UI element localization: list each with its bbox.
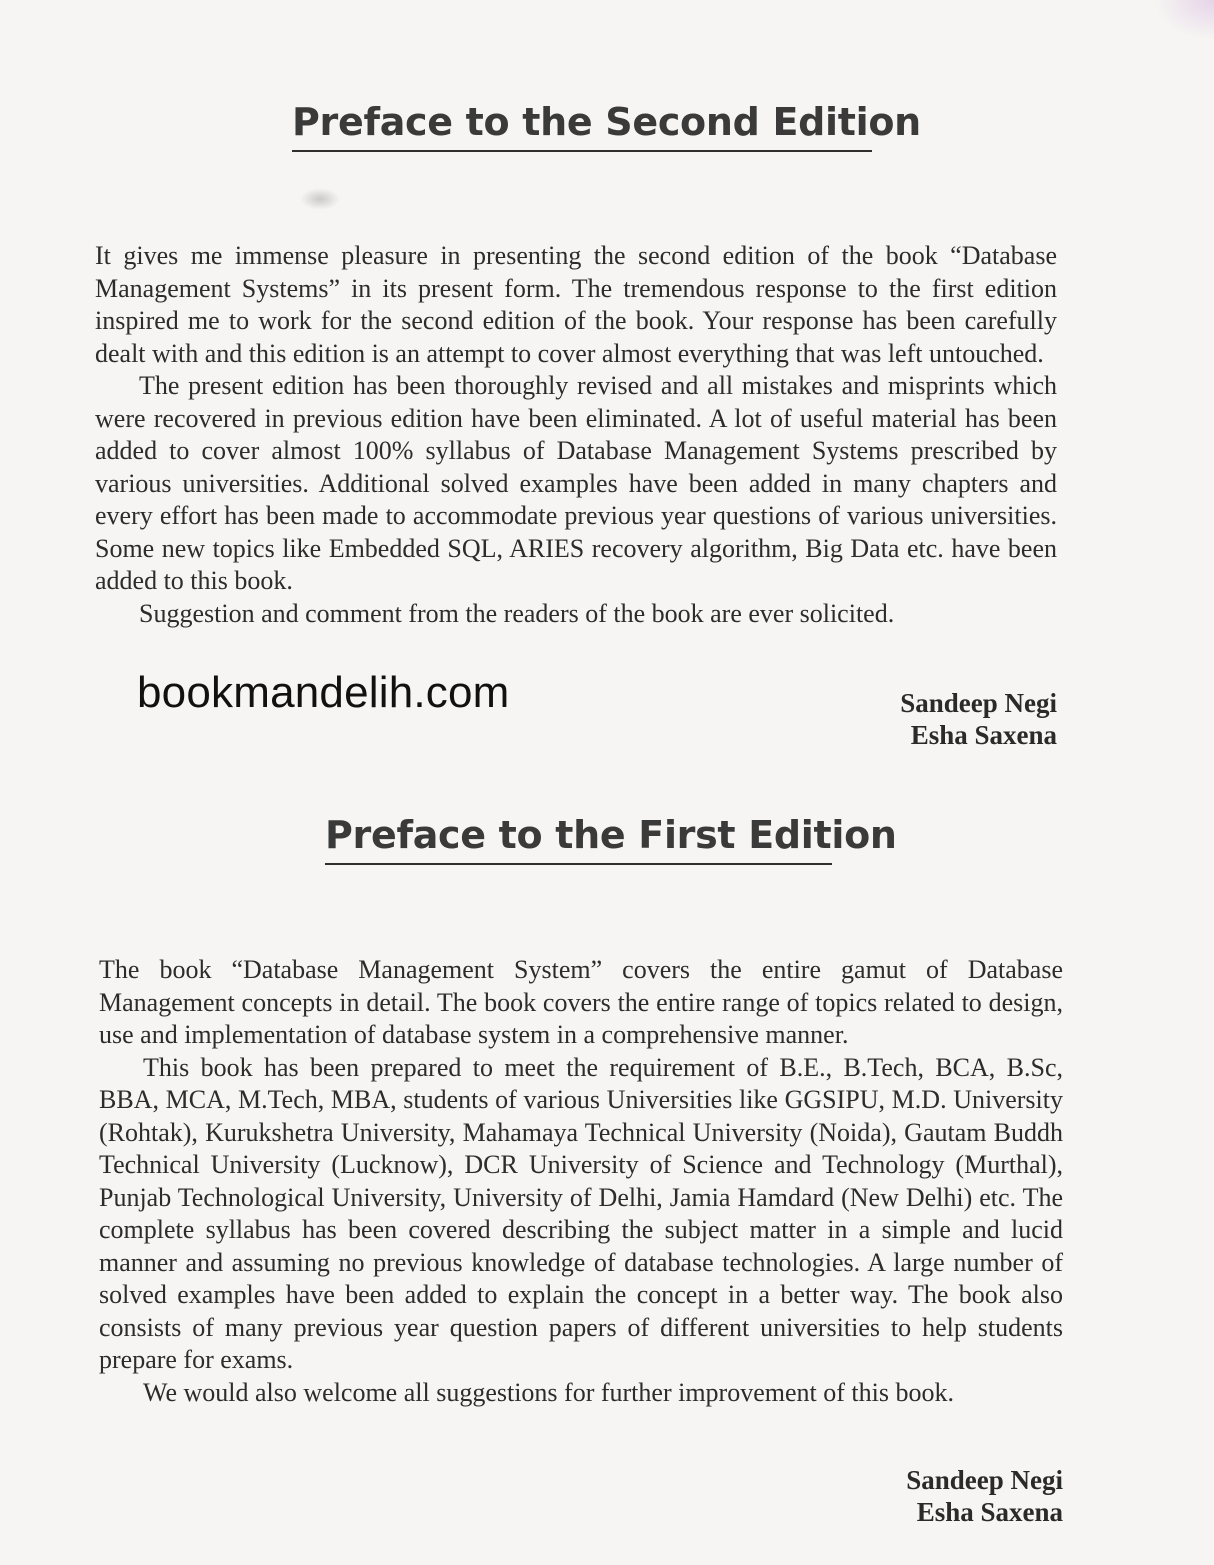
author-name: Esha Saxena xyxy=(916,1497,1063,1527)
first-edition-authors xyxy=(906,1464,1063,1528)
scan-smudge xyxy=(300,188,340,210)
first-edition-paragraph-3: We would also welcome all suggestions for further improvement of this book. xyxy=(143,1377,954,1407)
second-edition-paragraph-3: Suggestion and comment from the readers of the book are ever solicited. xyxy=(139,598,895,628)
second-edition-heading: Preface to the Second Edition xyxy=(292,100,872,152)
first-edition-body xyxy=(99,954,1063,1409)
author-name: Sandeep Negi xyxy=(900,688,1057,718)
author-name: Esha Saxena xyxy=(910,720,1057,750)
first-edition-paragraph-1: The book “Database Management System” covers the entire gamut of Database Management concepts in detail. The book covers the entire range of topics related to design, use and implementation of database system in a comprehensive manner. xyxy=(99,955,1063,1049)
second-edition-paragraph-1: It gives me immense pleasure in presenting the second edition of the book “Database Management Systems” in its present form. The tremendous response to the first edition inspired me to work for the second edition of the book. Your response has been carefully dealt with and this edition is an attempt to cover almost everything that was left untouched. xyxy=(95,241,1057,368)
second-edition-paragraph-2: The present edition has been thoroughly revised and all mistakes and misprints which were recovered in previous edition have been eliminated. A lot of useful material has been added to cover almost 100% syllabus of Database Management Systems prescribed by various universities. Additional solved examples have been added in many chapters and every effort has been made to accommodate previous year questions of various universities. Some new topics like Embedded SQL, ARIES recovery algorithm, Big Data etc. have been added to this book. xyxy=(95,371,1057,595)
second-edition-body xyxy=(95,240,1057,630)
author-name: Sandeep Negi xyxy=(906,1465,1063,1495)
first-edition-heading: Preface to the First Edition xyxy=(325,813,832,865)
second-edition-authors xyxy=(900,687,1057,751)
first-edition-paragraph-2: This book has been prepared to meet the requirement of B.E., B.Tech, BCA, B.Sc, BBA, MCA, M.Tech, MBA, students of various Universities like GGSIPU, M.D. University (Rohtak), Kurukshetra University, Mahamaya Technical University (Noida), Gautam Buddh Technical University (Lucknow), DCR University of Science and Technology (Murthal), Punjab Technological University, University of Delhi, Jamia Hamdard (New Delhi) etc. The complete syllabus has been covered describing the subject matter in a simple and lucid manner and assuming no previous knowledge of database technologies. A large number of solved examples have been added to explain the concept in a better way. The book also consists of many previous year question papers of different universities to help students prepare for exams. xyxy=(99,1052,1063,1374)
page-corner-tint xyxy=(1154,0,1214,40)
watermark-url: bookmandelih.com xyxy=(137,668,510,717)
